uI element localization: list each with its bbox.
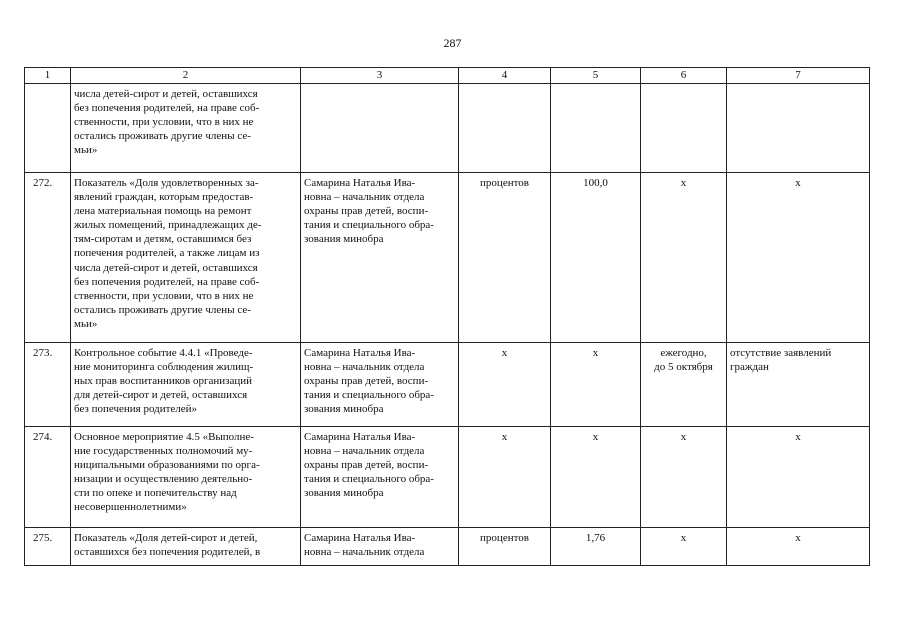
row-result: х [727,528,870,566]
table-row [25,173,870,343]
row-name: Контрольное событие 4.4.1 «Проведе- ние мониторинга соблюдения жилищ- ных прав воспитанников организаций для детей-сирот и детей, оставшихся без попечения родителей» [71,343,301,427]
row-number: 272. [25,173,71,343]
row-result: х [727,173,870,343]
table-row [25,528,870,566]
row-result: отсутствие заявлений граждан [727,343,870,427]
row-value: 100,0 [551,173,641,343]
row-unit: х [459,427,551,528]
row-responsible: Самарина Наталья Ива- новна – начальник отдела [301,528,459,566]
row-responsible: Самарина Наталья Ива- новна – начальник отдела охраны прав детей, воспи- тания и специального обра- зования минобра [301,173,459,343]
row-value: х [551,427,641,528]
row-result: х [727,427,870,528]
row-number [25,84,71,173]
row-name: Основное мероприятие 4.5 «Выполне- ние государственных полномочий му- ниципальными образованиями по орга- низации и осуществлению деятельно- сти по опеке и попечительству над несовершеннолетними» [71,427,301,528]
row-term [641,84,727,173]
table-body [25,84,870,566]
column-header-1: 1 [25,68,71,84]
row-term: х [641,173,727,343]
row-term: х [641,528,727,566]
row-value [551,84,641,173]
row-term: ежегодно, до 5 октября [641,343,727,427]
column-header-3: 3 [301,68,459,84]
row-unit [459,84,551,173]
page-number: 287 [443,36,462,50]
row-unit: х [459,343,551,427]
row-number: 274. [25,427,71,528]
row-value: х [551,343,641,427]
row-term: х [641,427,727,528]
row-name: Показатель «Доля детей-сирот и детей, оставшихся без попечения родителей, в [71,528,301,566]
table-row [25,84,870,173]
column-header-7: 7 [727,68,870,84]
table-row [25,427,870,528]
row-value: 1,76 [551,528,641,566]
table-header [25,68,870,84]
row-result [727,84,870,173]
row-responsible: Самарина Наталья Ива- новна – начальник отдела охраны прав детей, воспи- тания и специального обра- зования минобра [301,343,459,427]
row-name: Показатель «Доля удовлетворенных за- явлений граждан, которым предостав- лена материальная помощь на ремонт жилых помещений, принадлежащих де- тям-сиротам и детям, оставшимся без попечения родителей, а также лицам из числа детей-сирот и детей, оставшихся без попечения родителей, на праве соб- ственности, при условии, что в них не остались проживать другие члены се- мьи» [71,173,301,343]
header-row [25,68,870,84]
column-header-5: 5 [551,68,641,84]
row-number: 275. [25,528,71,566]
row-responsible [301,84,459,173]
column-header-2: 2 [71,68,301,84]
column-header-4: 4 [459,68,551,84]
row-responsible: Самарина Наталья Ива- новна – начальник отдела охраны прав детей, воспи- тания и специального обра- зования минобра [301,427,459,528]
row-number: 273. [25,343,71,427]
row-unit: процентов [459,528,551,566]
program-table [24,67,870,566]
row-unit: процентов [459,173,551,343]
table-row [25,343,870,427]
row-name: числа детей-сирот и детей, оставшихся без попечения родителей, на праве соб- ственности, при условии, что в них не остались проживать другие члены се- мьи» [71,84,301,173]
column-header-6: 6 [641,68,727,84]
